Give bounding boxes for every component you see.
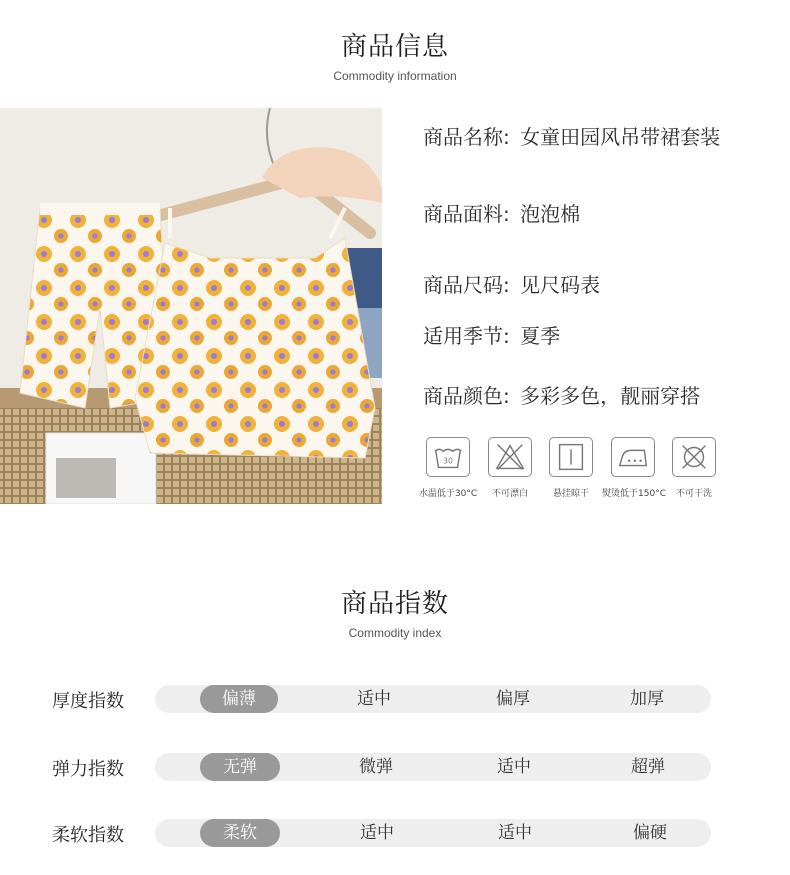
- info-row-season: [423, 320, 560, 349]
- info-row-fabric: [423, 198, 580, 227]
- softness-index-bar: [155, 819, 711, 847]
- info-label: 商品颜色:: [423, 384, 510, 408]
- info-value: 女童田园风吊带裙套装: [520, 125, 721, 149]
- care-label: 水温低于30°C: [418, 489, 478, 499]
- info-row-color: [423, 380, 700, 409]
- section-subtitle-index: Commodity index: [348, 626, 442, 640]
- index-option: 适中: [497, 757, 531, 777]
- wash-30-icon: [426, 437, 470, 477]
- no-dry-clean-icon: [672, 437, 716, 477]
- info-value: 泡泡棉: [520, 202, 581, 226]
- thickness-index-bar: [155, 685, 711, 713]
- index-option-selected: 柔软: [200, 819, 280, 847]
- info-label: 商品名称:: [423, 125, 510, 149]
- index-option: 适中: [360, 823, 394, 843]
- index-option: 偏硬: [633, 823, 667, 843]
- product-photo: [0, 108, 382, 504]
- index-option: 加厚: [630, 689, 664, 709]
- care-label: 不可漂白: [491, 489, 528, 499]
- info-value: 见尺码表: [520, 273, 601, 297]
- care-label: 不可干洗: [675, 489, 712, 499]
- info-row-name: [423, 121, 720, 150]
- elasticity-index-bar: [155, 753, 711, 781]
- info-value: 多彩多色，靓丽穿搭: [520, 384, 701, 408]
- wash-temp-text: 30: [443, 456, 453, 466]
- care-label: 熨烫低于150°C: [602, 489, 666, 499]
- index-option: 超弹: [631, 757, 665, 777]
- info-value: 夏季: [520, 324, 561, 348]
- info-label: 商品面料:: [423, 202, 510, 226]
- softness-index-label: 柔软指数: [52, 825, 124, 846]
- iron-150-icon: [611, 437, 655, 477]
- no-bleach-icon: [488, 437, 532, 477]
- section-title-index: 商品指数: [340, 589, 449, 619]
- section-title-info: 商品信息: [340, 32, 449, 62]
- index-option-selected: 无弹: [200, 753, 280, 781]
- index-option: 适中: [357, 689, 391, 709]
- index-option: 微弹: [359, 757, 393, 777]
- info-label: 商品尺码:: [423, 273, 510, 297]
- thickness-index-label: 厚度指数: [52, 691, 124, 712]
- index-option: 适中: [498, 823, 532, 843]
- section-subtitle-info: Commodity information: [333, 69, 457, 83]
- index-option-selected: 偏薄: [200, 685, 278, 713]
- care-label: 悬挂晾干: [552, 489, 589, 499]
- info-row-size: [423, 269, 600, 298]
- index-option: 偏厚: [496, 689, 530, 709]
- info-label: 适用季节:: [423, 324, 510, 348]
- elasticity-index-label: 弹力指数: [52, 759, 124, 780]
- hang-dry-icon: [549, 437, 593, 477]
